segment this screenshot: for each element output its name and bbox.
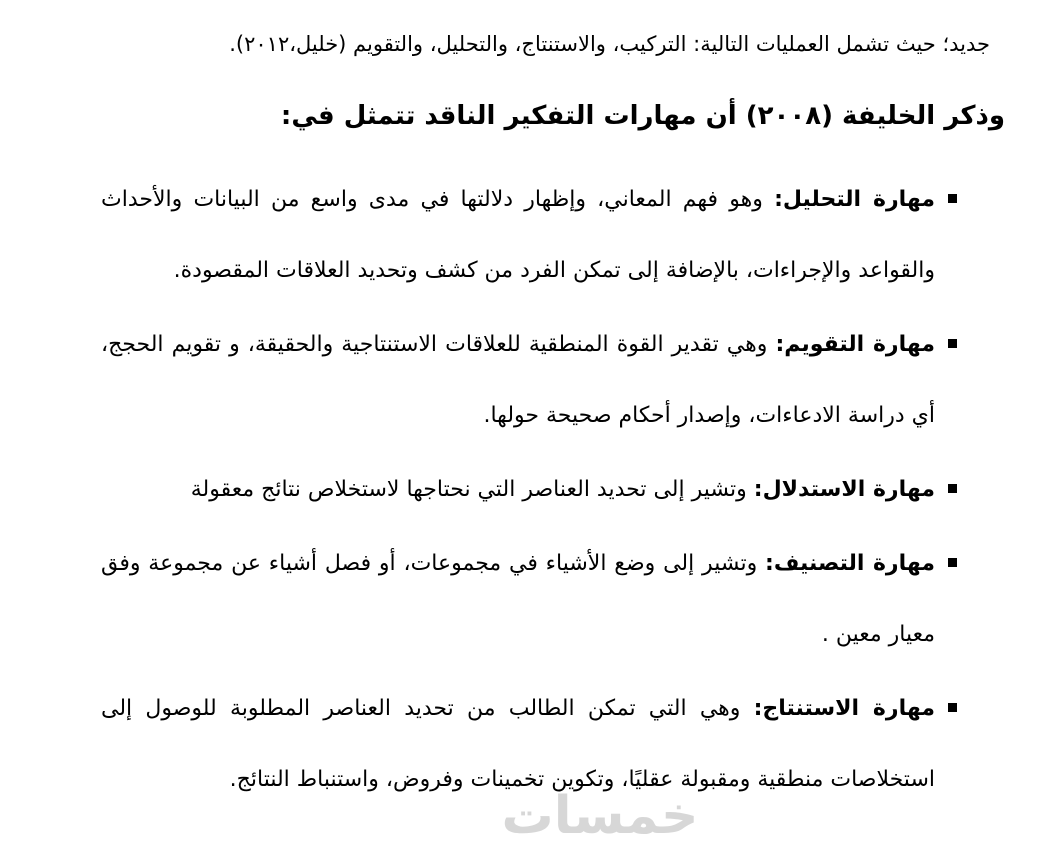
section-heading: وذكر الخليفة (٢٠٠٨) أن مهارات التفكير الناقد تتمثل في: [280, 101, 1005, 131]
square-bullet-icon [948, 484, 957, 493]
skill-text: وتشير إلى تحديد العناصر التي نحتاجها لاستخلاص نتائج معقولة [190, 477, 747, 502]
skill-title: مهارة التصنيف: [765, 551, 936, 576]
watermark: خمسات [501, 786, 699, 846]
skill-title: مهارة الاستنتاج: [753, 696, 935, 721]
skill-title: مهارة الاستدلال: [753, 477, 935, 502]
list-item-inference-skill [101, 454, 935, 525]
skills-list [101, 164, 935, 818]
skill-text: وهي تقدير القوة المنطقية للعلاقات الاستنتاجية والحقيقة، و تقويم الحجج، أي دراسة الادعاءات، وإصدار أحكام صحيحة حولها. [101, 332, 935, 428]
square-bullet-icon [948, 339, 957, 348]
list-item-analysis-skill [101, 164, 935, 306]
skill-text: وهي التي تمكن الطالب من تحديد العناصر المطلوبة للوصول إلى استخلاصات منطقية ومقبولة عقليًا، وتكوين تخمينات وفروض، واستنباط النتائج. [101, 696, 935, 792]
list-item-evaluation-skill [101, 309, 935, 451]
square-bullet-icon [948, 558, 957, 567]
intro-paragraph: جديد؛ حيث تشمل العمليات التالية: التركيب، والاستنتاج، والتحليل، والتقويم (خليل،٢٠١٢). [229, 32, 990, 56]
skill-title: مهارة التحليل: [774, 187, 936, 212]
list-item-classification-skill [101, 528, 935, 670]
square-bullet-icon [948, 703, 957, 712]
skill-text: وتشير إلى وضع الأشياء في مجموعات، أو فصل أشياء عن مجموعة وفق معيار معين . [101, 551, 935, 647]
skill-title: مهارة التقويم: [775, 332, 935, 357]
skill-text: وهو فهم المعاني، وإظهار دلالتها في مدى واسع من البيانات والأحداث والقواعد والإجراءات، بالإضافة إلى تمكن الفرد من كشف وتحديد العلاقات المقصودة. [101, 187, 935, 283]
square-bullet-icon [948, 194, 957, 203]
